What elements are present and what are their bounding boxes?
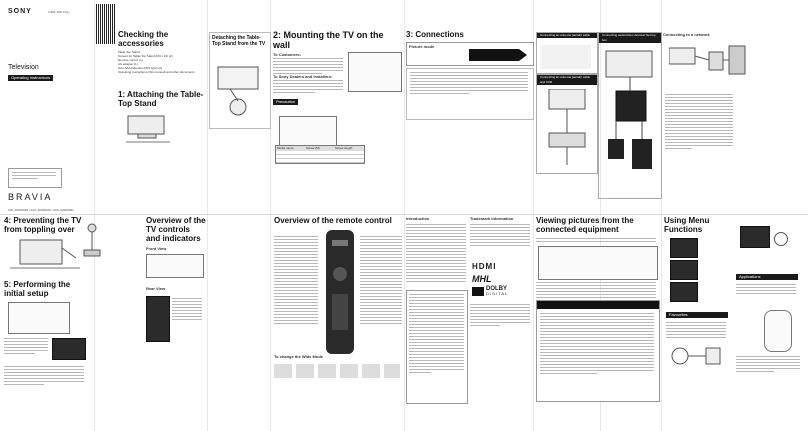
- remote-illustration: [324, 228, 356, 356]
- wide-mode-strip: [274, 364, 400, 378]
- favourites-tab: Favourites: [666, 312, 728, 318]
- menu-screen-4: [740, 226, 770, 248]
- controls-panel: [146, 216, 206, 426]
- topple-illustration: [10, 238, 80, 272]
- detach-box: [209, 32, 271, 129]
- remote-diagram: [764, 310, 792, 352]
- menu-screen-1: [670, 238, 698, 258]
- stand-fix-illustration: [82, 220, 108, 258]
- sony-logo: SONY: [8, 8, 32, 15]
- initial-setup-heading: 5: Performing the initial setup: [4, 280, 71, 298]
- intro-panel: [406, 216, 532, 426]
- topple-panel: [4, 216, 92, 426]
- connect-antenna-cable: Connecting an antenna (aerial)/ cable: [536, 32, 598, 74]
- remote-cursor-icon: [774, 232, 788, 246]
- precaution-tab: Precaution: [273, 99, 298, 105]
- accessory-list: Table-Top Stand Screws for Table-Top Stand (M4 x 16) (2) Remote control (1) AC adapter (1) Size AAA batteries (R03 type) (2) Operating Instructions (this manual) and other documents: [118, 50, 195, 74]
- web-info-box: [8, 168, 62, 188]
- connections-heading: 3: Connections: [406, 30, 464, 39]
- connect-av-devices: Connecting audio/video devices/ Set top box: [598, 32, 662, 199]
- viewing-panel: [536, 216, 660, 426]
- front-view-label: Front View: [146, 246, 167, 251]
- hdmi-logo: HDMI: [472, 262, 497, 271]
- cover-panel: [4, 4, 92, 212]
- connect-network: Connecting to a network: [663, 32, 803, 210]
- mhl-logo: MHL: [472, 274, 492, 284]
- intro-heading: Introduction: [406, 216, 430, 221]
- column-divider: [207, 0, 208, 431]
- column-divider: [404, 0, 405, 431]
- accessories-panel: [118, 30, 206, 210]
- model-list: KDL-32W600D / KDL-32W602D / KDL-32W605D: [8, 208, 74, 212]
- mount-heading: 2: Mounting the TV on the wall: [273, 30, 384, 50]
- network-diagram: [669, 42, 749, 87]
- menu-screen-3: [670, 282, 698, 302]
- setup-illustration: [8, 302, 70, 334]
- menu-heading: Using Menu Functions: [664, 216, 710, 234]
- connections-panel: [406, 30, 534, 210]
- trademark-heading: Trademark Information: [470, 216, 514, 221]
- setup-screen: [52, 338, 86, 360]
- wide-mode-label: To change the Wide Mode: [274, 354, 324, 359]
- fold-line: [0, 214, 808, 215]
- rear-view-label: Rear View: [146, 286, 166, 291]
- attach-stand-heading: 1: Attaching the Table-Top Stand: [118, 90, 204, 108]
- detach-heading: Detaching the Table-Top Stand from the TV: [212, 35, 266, 47]
- to-customers-label: To Customers:: [273, 52, 301, 57]
- model-code: 4-581-396-11(1): [48, 10, 70, 14]
- detach-illustration: [216, 57, 264, 123]
- bravia-logo: BRAVIA: [8, 192, 53, 202]
- menu-screen-2: [670, 260, 698, 280]
- warning-box: [406, 290, 468, 404]
- screw-table: Model name Screw (M) Screw length: [275, 145, 365, 164]
- product-title: Television: [8, 64, 39, 71]
- connect-antenna-vcr: Connecting an antenna (aerial)/ cable and VCR: [536, 74, 598, 174]
- stand-illustration: [124, 114, 174, 144]
- wall-mount-photo: [348, 52, 402, 92]
- viewing-heading: Viewing pictures from the connected equipment: [536, 216, 634, 234]
- dolby-logo: DOLBY DIGITAL: [472, 286, 508, 296]
- wall-mount-panel: [273, 30, 401, 210]
- topple-heading: 4: Preventing the TV from toppling over: [4, 216, 82, 234]
- picture-mode-box: Picture mode: [406, 42, 534, 66]
- notes-box: [406, 68, 534, 120]
- operating-instructions-tab: Operating Instructions: [8, 75, 53, 81]
- overview-controls-heading: Overview of the TV controls and indicators: [146, 216, 206, 243]
- rear-connection-illustration: [538, 246, 658, 280]
- remote-panel: [274, 216, 404, 426]
- column-divider: [94, 0, 95, 431]
- front-view-illustration: [146, 254, 204, 278]
- remote-heading: Overview of the remote control: [274, 216, 392, 225]
- to-dealers-label: To Sony Dealers and Installers:: [273, 74, 333, 79]
- wall-bracket-illustration: [279, 116, 337, 148]
- favourites-diagram: [666, 342, 722, 372]
- barcode: [96, 4, 116, 44]
- rear-panel-illustration: [146, 296, 170, 342]
- checking-accessories-heading: Checking the accessories: [118, 30, 169, 48]
- connection-table: [536, 300, 660, 402]
- menu-panel: [664, 216, 804, 426]
- applications-tab: Applications: [736, 274, 798, 280]
